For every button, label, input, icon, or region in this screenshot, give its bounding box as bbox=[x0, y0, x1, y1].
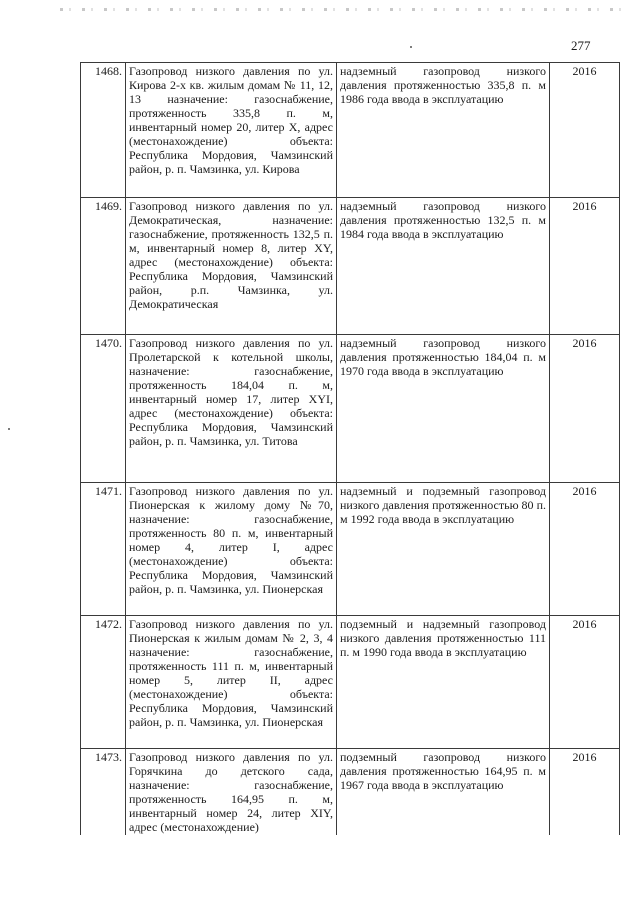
year: 2016 bbox=[550, 483, 620, 616]
object-name-cell bbox=[126, 198, 337, 335]
table-row bbox=[81, 749, 620, 836]
object-description: надземный газопровод низкого давления протяженностью 184,04 п. м 1970 года ввода в эксплуатацию bbox=[340, 336, 546, 378]
object-description: подземный и надземный газопровод низкого давления протяженностью 111 п. м 1990 года ввода в эксплуатацию bbox=[340, 617, 546, 659]
table-row bbox=[81, 483, 620, 616]
table-row bbox=[81, 616, 620, 749]
row-number: 1473. bbox=[81, 749, 126, 836]
table-row bbox=[81, 198, 620, 335]
object-description-cell bbox=[337, 335, 550, 483]
year: 2016 bbox=[550, 749, 620, 836]
year: 2016 bbox=[550, 616, 620, 749]
scan-dot bbox=[410, 46, 412, 48]
object-description: надземный газопровод низкого давления протяженностью 335,8 п. м 1986 года ввода в эксплуатацию bbox=[340, 64, 546, 106]
property-table bbox=[80, 62, 620, 835]
object-description-cell bbox=[337, 198, 550, 335]
scan-mark bbox=[8, 428, 10, 430]
page-number: 277 bbox=[571, 38, 591, 53]
object-name-cell bbox=[126, 63, 337, 198]
scan-noise-strip bbox=[60, 8, 630, 11]
object-description-cell bbox=[337, 483, 550, 616]
object-description-cell bbox=[337, 749, 550, 836]
object-name-cell bbox=[126, 749, 337, 836]
year: 2016 bbox=[550, 63, 620, 198]
row-number: 1471. bbox=[81, 483, 126, 616]
row-number: 1470. bbox=[81, 335, 126, 483]
object-name-cell bbox=[126, 335, 337, 483]
year: 2016 bbox=[550, 198, 620, 335]
row-number: 1469. bbox=[81, 198, 126, 335]
object-name: Газопровод низкого давления по ул. Демократическая, назначение: газоснабжение, протяженность 132,5 п. м, инвентарный номер 8, литер XY, адрес (местонахождение) объекта: Республика Мордовия, Чамзинский район, р.п. Чамзинка, ул. Демократическая bbox=[129, 199, 333, 311]
object-description-cell bbox=[337, 616, 550, 749]
object-description: надземный и подземный газопровод низкого давления протяженностью 80 п. м 1992 года ввода в эксплуатацию bbox=[340, 484, 546, 526]
year: 2016 bbox=[550, 335, 620, 483]
object-name: Газопровод низкого давления по ул. Пролетарской к котельной школы, назначение: газоснабжение, протяженность 184,04 п. м, инвентарный номер 17, литер XYI, адрес (местонахождение) объекта: Республика Мордовия, Чамзинский район, р. п. Чамзинка, ул. Титова bbox=[129, 336, 333, 448]
row-number: 1468. bbox=[81, 63, 126, 198]
object-name: Газопровод низкого давления по ул. Пионерская к жилым домам № 2, 3, 4 назначение: газоснабжение, протяженность 111 п. м, инвентарный номер 5, литер II, адрес (местонахождение) объекта: Республика Мордовия, Чамзинский район, р. п. Чамзинка, ул. Пионерская bbox=[129, 617, 333, 729]
object-name: Газопровод низкого давления по ул. Пионерская к жилому дому №70, назначение: газоснабжение, протяженность 80 п. м, инвентарный номер 4, литер I, адрес (местонахождение) объекта: Республика Мордовия, Чамзинский район, р. п. Чамзинка, ул. Пионерская bbox=[129, 484, 333, 596]
row-number: 1472. bbox=[81, 616, 126, 749]
object-description: подземный газопровод низкого давления протяженностью 164,95 п. м 1967 года ввода в эксплуатацию bbox=[340, 750, 546, 792]
object-name: Газопровод низкого давления по ул. Горячкина до детского сада, назначение: газоснабжение, протяженность 164,95 п. м, инвентарный номер 24, литер XIY, адрес (местонахождение) bbox=[129, 750, 333, 834]
table-row bbox=[81, 335, 620, 483]
object-name: Газопровод низкого давления по ул. Кирова 2-х кв. жилым домам № 11, 12, 13 назначение: газоснабжение, протяженность 335,8 п. м, инвентарный номер 20, литер Х, адрес (местонахождение) объекта: Республика Мордовия, Чамзинский район, р. п. Чамзинка, ул. Кирова bbox=[129, 64, 333, 176]
table-row bbox=[81, 63, 620, 198]
object-description-cell bbox=[337, 63, 550, 198]
object-name-cell bbox=[126, 616, 337, 749]
object-description: надземный газопровод низкого давления протяженностью 132,5 п. м 1984 года ввода в эксплуатацию bbox=[340, 199, 546, 241]
object-name-cell bbox=[126, 483, 337, 616]
